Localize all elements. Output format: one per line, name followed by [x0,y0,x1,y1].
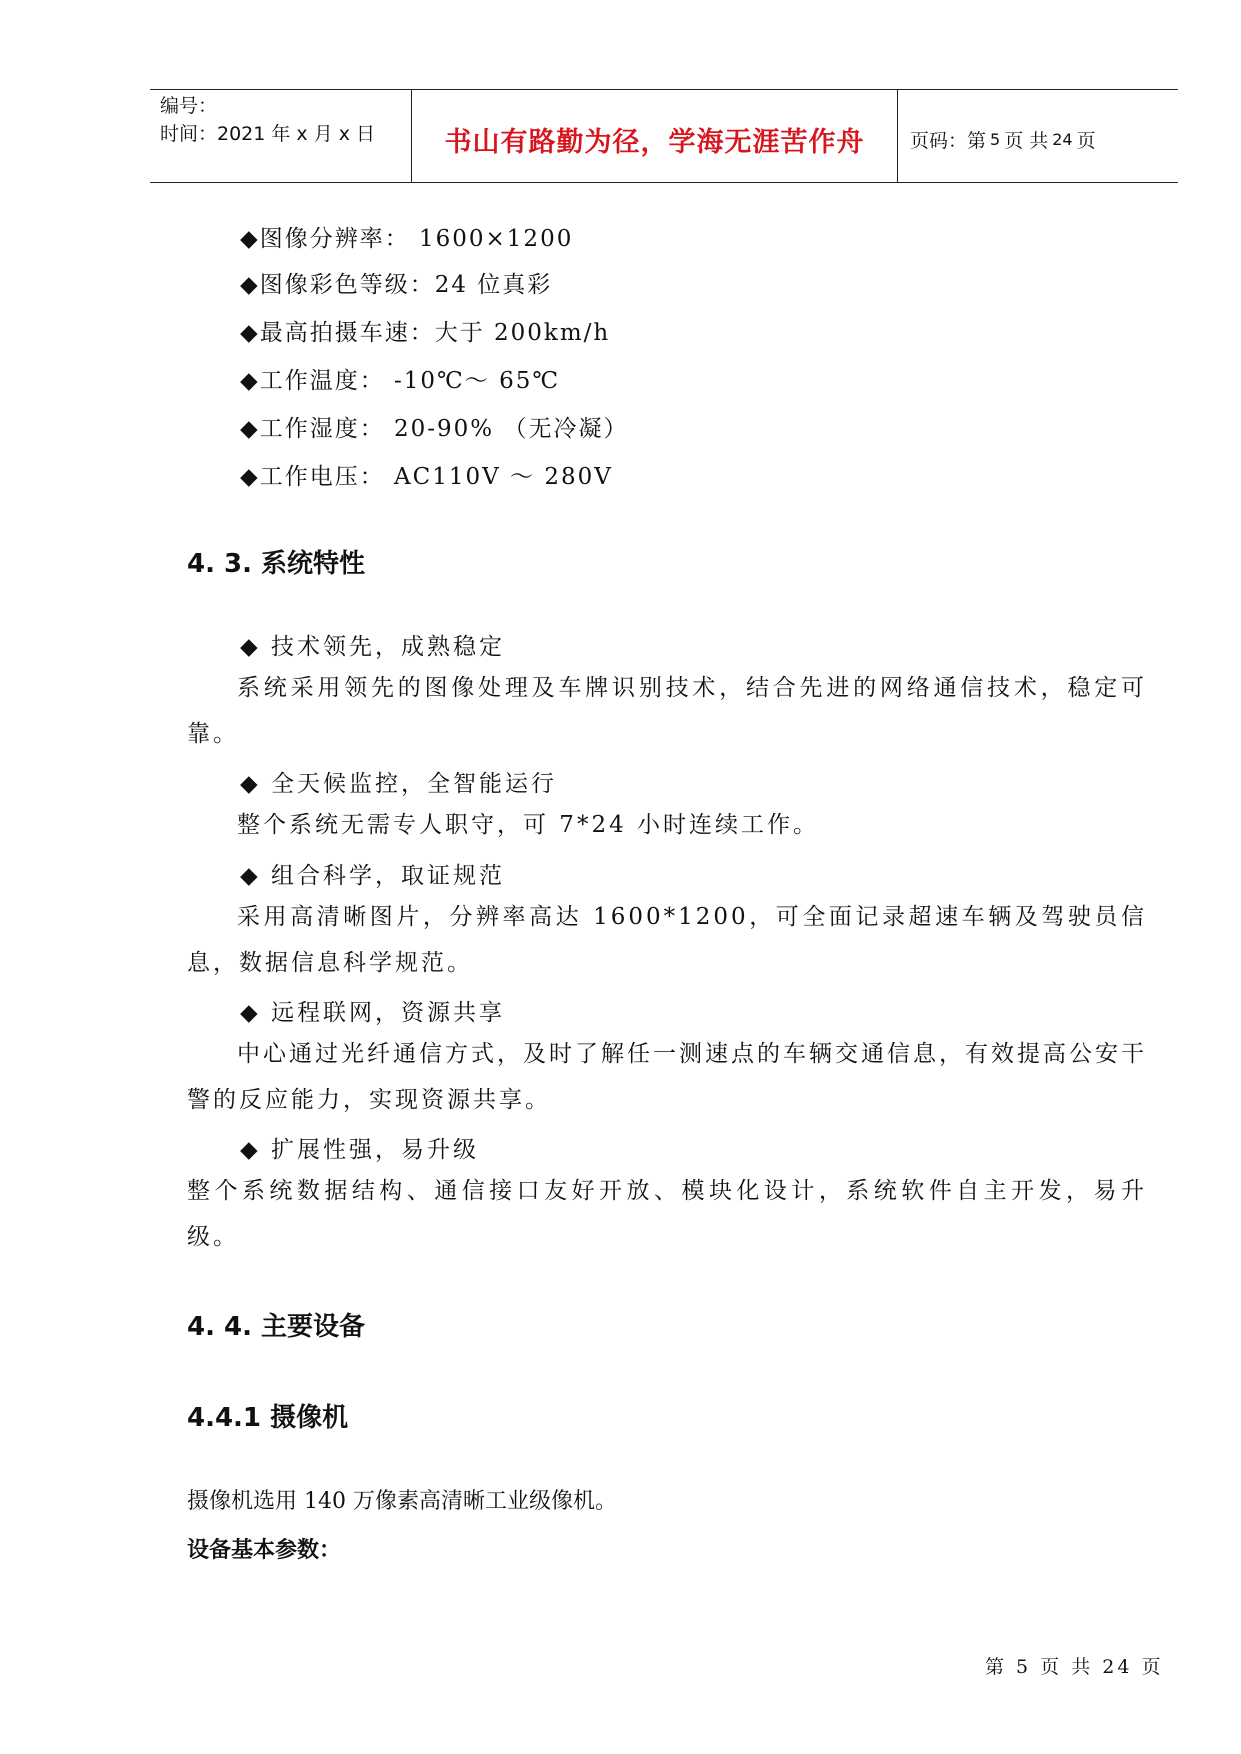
feature-heading: ◆ 全天候监控，全智能运行 [240,771,557,797]
document-time: 时间：2021 年 x 月 x 日 [160,123,376,145]
page-number: 5 [990,129,1001,149]
page-footer: 第 5 页 共 24 页 [985,1656,1164,1678]
feature-body: 整个系统无需专人职守，可 7*24 小时连续工作。 [237,812,820,838]
document-number: 编号： [160,95,218,117]
feature-heading: ◆ 技术领先，成熟稳定 [240,634,505,660]
feature-heading: ◆ 扩展性强，易升级 [240,1137,479,1163]
subsection-heading: 4.4.1 摄像机 [187,1403,349,1433]
section-heading: 4. 3. 系统特性 [187,549,366,579]
feature-heading: ◆ 远程联网，资源共享 [240,1000,505,1026]
feature-body: 系统采用领先的图像处理及车牌识别技术，结合先进的网络通信技术，稳定可靠。 [187,675,1147,747]
params-label: 设备基本参数： [187,1538,342,1563]
header-motto: 书山有路勤为径，学海无涯苦作舟 [412,90,898,182]
page-mid: 页 共 [1004,129,1049,152]
spec-item: ◆图像彩色等级：24 位真彩 [240,272,553,298]
camera-intro: 摄像机选用 140 万像素高清晰工业级像机。 [187,1489,617,1514]
page-total: 24 [1052,129,1073,149]
section-heading: 4. 4. 主要设备 [187,1312,366,1342]
feature-body: 整个系统数据结构、通信接口友好开放、模块化设计，系统软件自主开发，易升级。 [187,1178,1147,1250]
feature-body: 采用高清晰图片，分辨率高达 1600*1200，可全面记录超速车辆及驾驶员信息，数据信息科学规范。 [187,904,1147,976]
header-page-info [898,90,1178,182]
page-header [150,89,1178,183]
feature-heading: ◆ 组合科学，取证规范 [240,863,505,889]
spec-item: ◆工作温度： -10℃～ 65℃ [240,368,561,394]
feature-body: 中心通过光纤通信方式，及时了解任一测速点的车辆交通信息，有效提高公安干警的反应能力，实现资源共享。 [187,1041,1147,1113]
spec-item: ◆最高拍摄车速：大于 200km/h [240,320,611,346]
spec-item: ◆工作湿度： 20-90% （无冷凝） [240,416,629,442]
spec-item: ◆工作电压： AC110V ～ 280V [240,464,613,490]
page-prefix: 页码：第 [910,129,987,152]
page-suffix: 页 [1076,129,1096,152]
spec-item: ◆图像分辨率： 1600×1200 [240,226,574,252]
header-meta [150,90,412,182]
